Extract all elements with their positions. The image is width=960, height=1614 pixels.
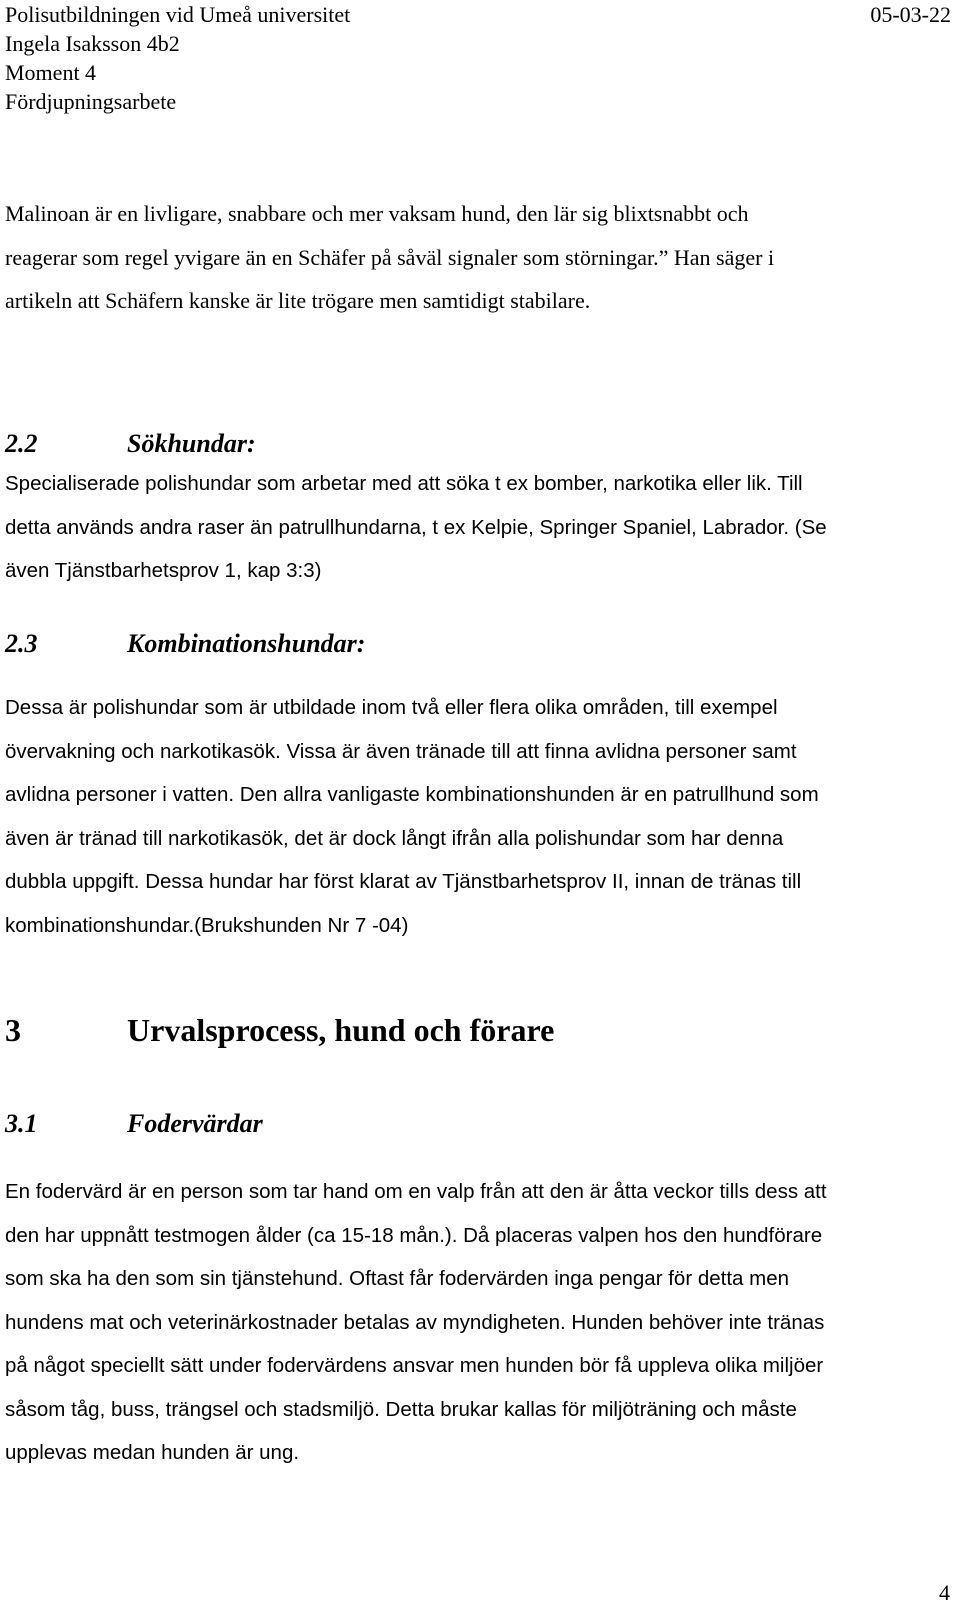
paragraph-line: hundens mat och veterinärkostnader betalas av myndigheten. Hunden behöver inte tränas <box>5 1310 825 1334</box>
page-header <box>5 0 951 116</box>
paragraph-line: dubbla uppgift. Dessa hundar har först klarat av Tjänstbarhetsprov II, innan de tränas till <box>5 870 802 893</box>
paragraph-line: detta används andra raser än patrullhundarna, t ex Kelpie, Springer Spaniel, Labrador. (Se <box>5 515 827 539</box>
section-number: 2.3 <box>5 629 38 658</box>
paragraph-line: upplevas medan hunden är ung. <box>5 1441 300 1464</box>
section-2-2-paragraph <box>5 462 945 593</box>
header-date: 05-03-22 <box>870 2 951 27</box>
header-institution: Polisutbildningen vid Umeå universitet <box>5 2 351 27</box>
section-heading-3 <box>5 1010 554 1050</box>
header-row-moment <box>5 58 951 87</box>
paragraph-line: Specialiserade polishundar som arbetar med att söka t ex bomber, narkotika eller lik. Till <box>5 472 803 495</box>
paragraph-line: kombinationshundar.(Brukshunden Nr 7 -04) <box>5 913 409 937</box>
header-row-doc-type <box>5 87 951 116</box>
header-doc-type: Fördjupningsarbete <box>5 89 177 114</box>
section-title: Kombinationshundar: <box>127 629 366 658</box>
paragraph-line: såsom tåg, buss, trängsel och stadsmiljö. Detta brukar kallas för miljöträning och måste <box>5 1397 797 1421</box>
intro-paragraph <box>5 192 945 323</box>
section-heading-2-2 <box>5 428 256 460</box>
header-row-author <box>5 29 951 58</box>
paragraph-line: reagerar som regel yvigare än en Schäfer på såväl signaler som störningar.” Han säger i <box>5 244 775 270</box>
header-row-institution <box>5 0 951 29</box>
section-heading-3-1 <box>5 1108 263 1140</box>
paragraph-line: Dessa är polishundar som är utbildade inom två eller flera olika områden, till exempel <box>5 696 778 719</box>
section-2-3-paragraph <box>5 686 945 947</box>
paragraph-line: artikeln att Schäfern kanske är lite trögare men samtidigt stabilare. <box>5 288 591 313</box>
section-number: 3.1 <box>5 1109 38 1138</box>
paragraph-line: även är tränad till narkotikasök, det är dock långt ifrån alla polishundar som har denna <box>5 826 784 850</box>
paragraph-line: den har uppnått testmogen ålder (ca 15-18 mån.). Då placeras valpen hos den hundförare <box>5 1223 823 1247</box>
paragraph-line: som ska ha den som sin tjänstehund. Oftast får fodervärden inga pengar för detta men <box>5 1267 790 1290</box>
section-title: Sökhundar: <box>127 429 256 458</box>
paragraph-line: En fodervärd är en person som tar hand om en valp från att den är åtta veckor tills dess att <box>5 1180 827 1203</box>
section-title: Urvalsprocess, hund och förare <box>127 1012 555 1048</box>
section-3-1-paragraph <box>5 1170 945 1475</box>
header-moment: Moment 4 <box>5 60 97 85</box>
section-heading-2-3 <box>5 628 365 660</box>
page-number: 4 <box>939 1580 950 1605</box>
paragraph-line: på något speciellt sätt under fodervärdens ansvar men hunden bör få uppleva olika miljöer <box>5 1354 824 1377</box>
paragraph-line: övervakning och narkotikasök. Vissa är även tränade till att finna avlidna personer samt <box>5 739 797 763</box>
header-author: Ingela Isaksson 4b2 <box>5 31 180 56</box>
section-number: 3 <box>5 1012 21 1048</box>
paragraph-line: Malinoan är en livligare, snabbare och mer vaksam hund, den lär sig blixtsnabbt och <box>5 201 749 226</box>
section-title: Fodervärdar <box>127 1109 263 1138</box>
section-number: 2.2 <box>5 429 38 458</box>
paragraph-line: även Tjänstbarhetsprov 1, kap 3:3) <box>5 559 322 582</box>
paragraph-line: avlidna personer i vatten. Den allra vanligaste kombinationshunden är en patrullhund som <box>5 783 819 806</box>
